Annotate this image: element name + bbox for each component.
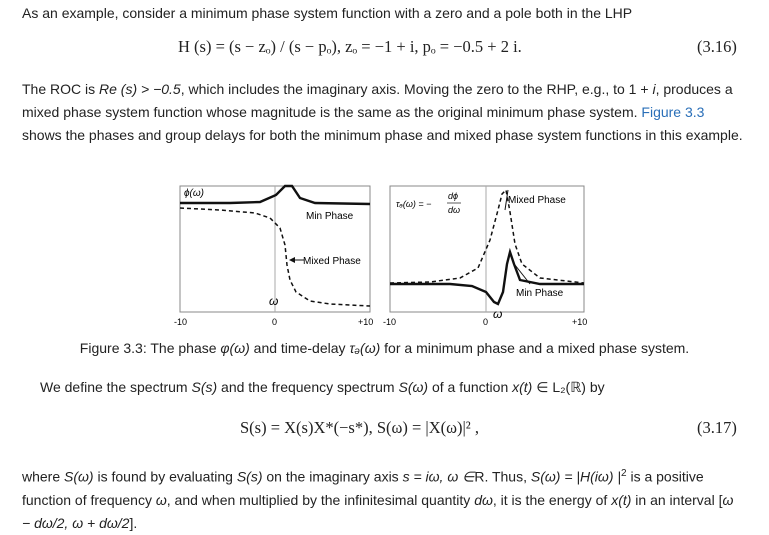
delay-plot-label: τₔ(ω) = − — [396, 199, 432, 209]
delay-tick-zero: 0 — [483, 317, 489, 327]
delay-omega-label: ω — [493, 307, 503, 321]
delay-plot-label-den: dω — [448, 205, 461, 215]
phase-mixed-arrowhead — [289, 257, 295, 263]
delay-min-annotation: Min Phase — [516, 288, 564, 299]
spectrum-definition: We define the spectrum S(s) and the frequency spectrum S(ω) of a function x(t) ∈ L₂(ℝ) by — [40, 379, 605, 395]
figure-3-3 — [0, 180, 769, 350]
equation-3-17: S(s) = X(s)X*(−s*), S(ω) = |X(ω)|² , — [240, 418, 480, 437]
phase-min-annotation: Min Phase — [306, 211, 354, 222]
figure-caption: Figure 3.3: The phase φ(ω) and time-delay τₔ(ω) for a minimum phase and a mixed phase system. — [79, 340, 690, 356]
delay-tick-neg: -10 — [383, 317, 397, 327]
phase-tick-zero: 0 — [272, 317, 278, 327]
delay-tick-pos: +10 — [572, 317, 588, 327]
equation-number-3-16: (3.16) — [697, 37, 737, 56]
phase-plot-label: ϕ(ω) — [184, 188, 205, 199]
equation-number-3-17: (3.17) — [697, 418, 737, 437]
energy-paragraph: where S(ω) is found by evaluating S(s) on the imaginary axis s = iω, ω ∈R. Thus, S(ω) = |H(iω) $|^2$ is a positive function of frequency ω, and when multiplied by the infinitesimal quantity dω, it is the energy of x(t) in an interval [ω − dω/2, ω + dω/2]. — [22, 468, 734, 531]
phase-tick-neg: -10 — [174, 317, 188, 327]
roc-paragraph: The ROC is Re (s) > −0.5, which includes the imaginary axis. Moving the zero to the RHP, e.g., to 1 + i, produces a mixed phase system function whose magnitude is the same as the original minimum phase system. Figure 3.3 shows the phases and group delays for both the minimum phase and mixed phase system functions in this example. — [22, 81, 743, 143]
figure-3-3-link[interactable]: Figure 3.3 — [641, 104, 705, 120]
intro-text: As an example, consider a minimum phase system function with a zero and a pole both in the LHP — [22, 5, 633, 21]
delay-mixed-annotation: Mixed Phase — [508, 195, 566, 206]
phase-tick-pos: +10 — [358, 317, 374, 327]
phase-omega-label: ω — [269, 294, 279, 308]
equation-3-16: H (s) = (s − zₒ) / (s − pₒ), zₒ = −1 + i, pₒ = −0.5 + 2 i. — [178, 37, 522, 56]
delay-plot-label-num: dϕ — [448, 191, 459, 201]
roc-expression: Re (s) > −0.5 — [99, 81, 181, 97]
phase-mixed-annotation: Mixed Phase — [303, 256, 361, 267]
